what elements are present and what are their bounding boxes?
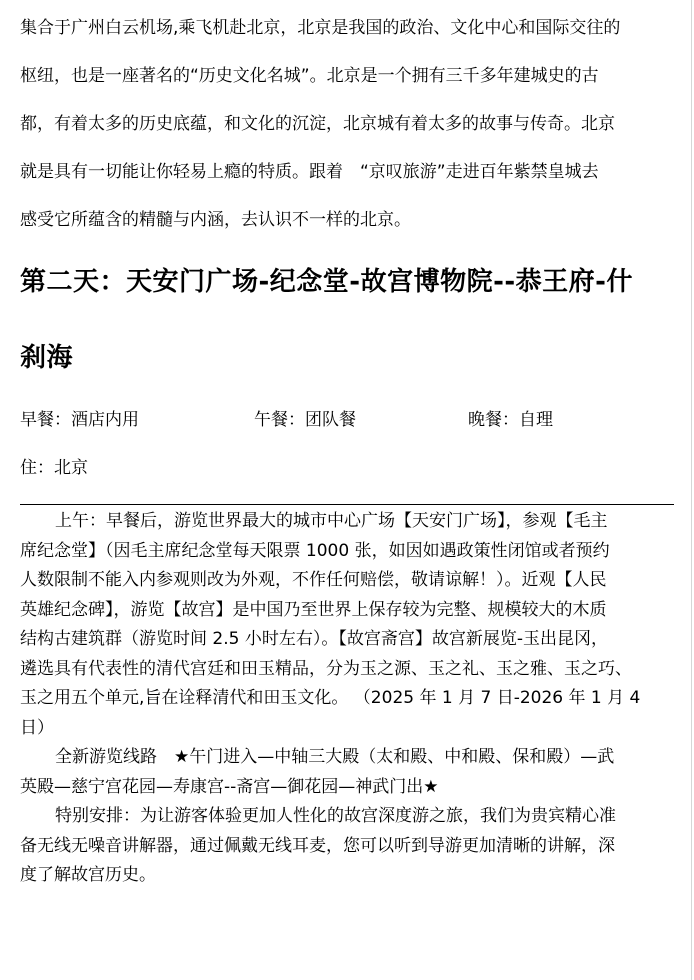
- breakfast-info: 早餐：酒店内用: [20, 410, 139, 430]
- intro-paragraph: [20, 4, 674, 244]
- intro-line: 集合于广州白云机场,乘飞机赴北京，北京是我国的政治、文化中心和国际交往的: [20, 18, 621, 38]
- paragraph-line: 玉之用五个单元,旨在诠释清代和田玉文化。 （2025 年 1 月 7 日-2026 年 1 月 4: [20, 688, 641, 708]
- paragraph-line: 日）: [20, 717, 54, 738]
- morning-paragraph: [20, 507, 674, 743]
- paragraph-line: 英殿—慈宁宫花园—寿康宫--斋宫—御花园—神武门出★: [20, 776, 439, 797]
- intro-line: 枢纽，也是一座著名的“历史文化名城”。北京是一个拥有三千多年建城史的古: [20, 66, 599, 86]
- intro-line: 感受它所蕴含的精髓与内涵，去认识不一样的北京。: [20, 210, 411, 230]
- paragraph-line: 特别安排：为让游客体验更加人性化的故宫深度游之旅，我们为贵宾精心准: [55, 806, 616, 826]
- paragraph-line: 备无线无噪音讲解器，通过佩戴无线耳麦，您可以听到导游更加清晰的讲解，深: [20, 835, 615, 856]
- day-two-heading: [20, 244, 674, 396]
- paragraph-line: 度了解故宫历史。: [20, 865, 156, 885]
- special-arrangement-paragraph: [20, 802, 674, 891]
- heading-line: 第二天：天安门广场-纪念堂-故宫博物院--恭王府-什: [20, 267, 633, 297]
- lodging-info: 住：北京: [20, 458, 88, 478]
- paragraph-line: 人数限制不能入内参观则改为外观，不作任何赔偿，敬请谅解！）。近观【人民: [20, 570, 607, 590]
- paragraph-line: 遴选具有代表性的清代宫廷和田玉精品，分为玉之源、玉之礼、玉之雅、玉之巧、: [20, 658, 632, 679]
- intro-line: 就是具有一切能让你轻易上瘾的特质。跟着 “京叹旅游”走进百年紫禁皇城去: [20, 162, 599, 182]
- heading-line: 刹海: [20, 343, 74, 373]
- dinner-info: 晚餐：自理: [468, 410, 553, 430]
- paragraph-line: 结构古建筑群（游览时间 2.5 小时左右）。【故宫斋宫】故宫新展览-玉出昆冈，: [20, 629, 608, 649]
- itinerary-body: [20, 507, 674, 891]
- intro-line: 都，有着太多的历史底蕴，和文化的沉淀，北京城有着太多的故事与传奇。北京: [20, 114, 615, 134]
- paragraph-line: 全新游览线路 ★午门进入—中轴三大殿（太和殿、中和殿、保和殿）—武: [55, 747, 615, 767]
- document-content: [20, 0, 674, 891]
- route-paragraph: [20, 743, 674, 802]
- meals-row: [20, 396, 674, 444]
- paragraph-line: 上午：早餐后，游览世界最大的城市中心广场【天安门广场】，参观【毛主: [55, 511, 608, 531]
- section-divider: [20, 504, 674, 505]
- paragraph-line: 席纪念堂】（因毛主席纪念堂每天限票 1000 张，如因如遇政策性闭馆或者预约: [20, 540, 610, 561]
- lunch-info: 午餐：团队餐: [254, 410, 356, 430]
- paragraph-line: 英雄纪念碑】，游览【故宫】是中国乃至世界上保存较为完整、规模较大的木质: [20, 599, 607, 620]
